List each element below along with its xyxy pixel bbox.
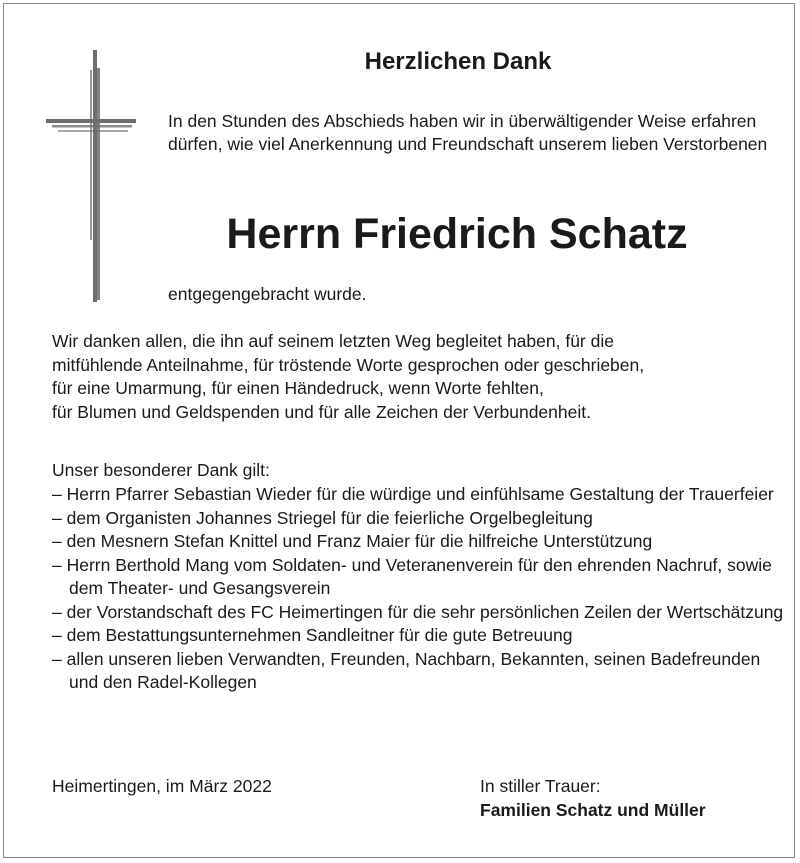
mourning-label: In stiller Trauer: — [480, 776, 601, 796]
thanks-line: Wir danken allen, die ihn auf seinem letzten Weg begleitet haben, für die — [52, 331, 614, 351]
thanks-line: mitfühlende Anteilnahme, für tröstende Worte gesprochen oder geschrieben, — [52, 354, 645, 375]
thanks-line: für Blumen und Geldspenden und für alle Zeichen der Verbundenheit. — [52, 401, 591, 422]
list-item: – Herrn Berthold Mang vom Soldaten- und Veteranenverein für den ehrenden Nachruf, sowie dem Theater- und Gesangsverein — [52, 554, 772, 598]
after-name-text: entgegengebracht wurde. — [168, 284, 367, 304]
special-thanks-list — [52, 483, 792, 695]
list-item: – der Vorstandschaft des FC Heimertingen für die sehr persönlichen Zeilen der Wertschätzung — [52, 601, 784, 622]
list-item: – den Mesnern Stefan Knittel und Franz Maier für die hilfreiche Unterstützung — [52, 531, 653, 551]
thanks-line: für eine Umarmung, für einen Händedruck, wenn Worte fehlten, — [52, 378, 544, 398]
intro-text: In den Stunden des Abschieds haben wir in überwältigender Weise erfahren dürfen, wie viel Anerkennung und Freundschaft unserem lieben Verstorbenen — [168, 111, 768, 154]
list-item: – Herrn Pfarrer Sebastian Wieder für die würdige und einfühlsame Gestaltung der Trauerfeier — [52, 484, 774, 504]
deceased-name: Herrn Friedrich Schatz — [226, 210, 688, 258]
special-thanks-intro: Unser besonderer Dank gilt: — [52, 460, 270, 480]
list-item: – dem Organisten Johannes Striegel für die feierliche Orgelbegleitung — [52, 507, 593, 528]
list-item: – dem Bestattungsunternehmen Sandleitner für die gute Betreuung — [52, 625, 573, 645]
thanks-paragraph — [52, 330, 782, 424]
mourning-families: Familien Schatz und Müller — [480, 800, 706, 820]
notice-heading: Herzlichen Dank — [364, 48, 552, 75]
place-date: Heimertingen, im März 2022 — [52, 776, 272, 796]
cross-icon — [44, 50, 140, 306]
list-item: – allen unseren lieben Verwandten, Freunden, Nachbarn, Bekannten, seinen Badefreunden und den Radel-Kollegen — [52, 648, 761, 692]
